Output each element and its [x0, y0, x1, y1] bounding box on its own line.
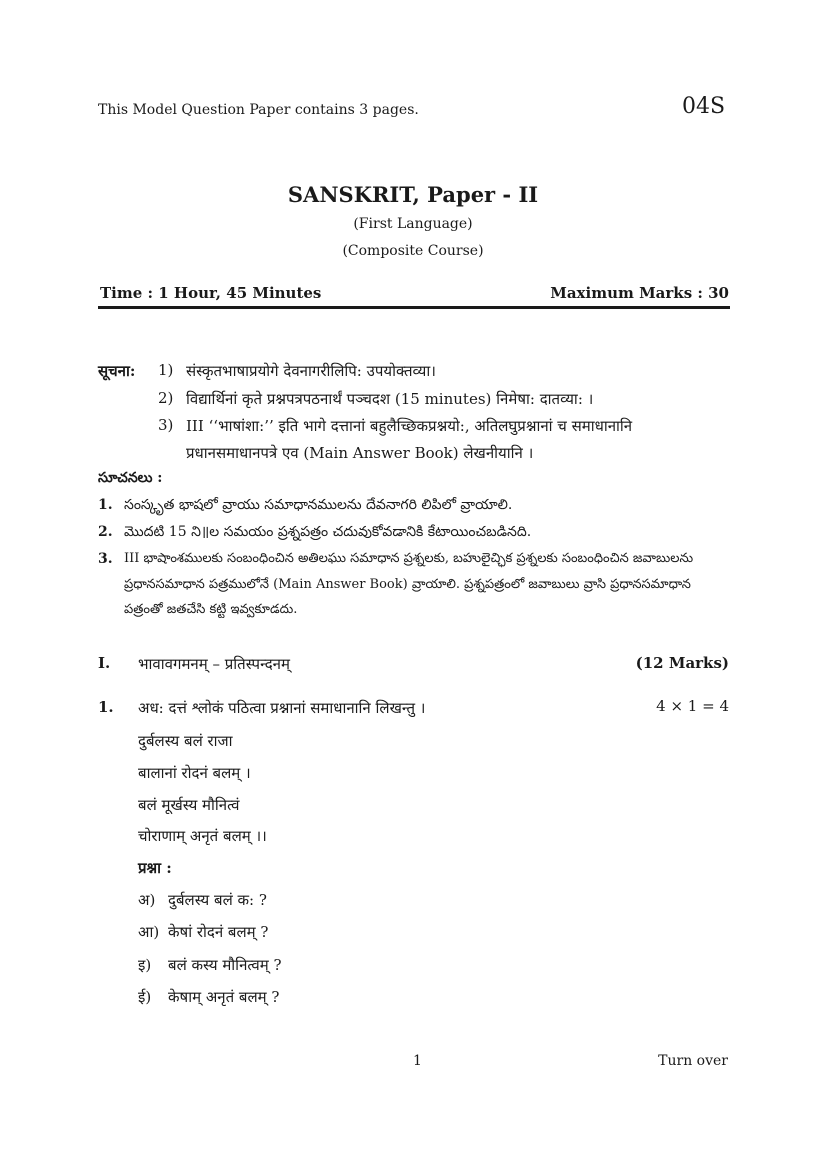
verse-line: बलं मूर्खस्य मौनित्वं: [138, 796, 240, 814]
instruction-text-continued: ప్రధానసమాధాన పత్రములోనే (Main Answer Book) వ్రాయాలి. ప్రశ్నపత్రంలో జవాబులు వ్రాసి ప్రధానసమాధాన: [124, 577, 691, 592]
instructions-telugu-label: సూచనలు :: [98, 470, 163, 486]
time-label: Time : 1 Hour, 45 Minutes: [100, 284, 322, 302]
subtitle-composite-course: (Composite Course): [342, 243, 484, 259]
sub-question-text: दुर्बलस्य बलं क: ?: [168, 891, 267, 909]
paper-code: 04S: [682, 94, 726, 119]
question-marks: 4 × 1 = 4: [656, 697, 729, 715]
sub-question-text: बलं कस्य मौनित्वम् ?: [168, 956, 282, 974]
verse-line: दुर्बलस्य बलं राजा: [138, 732, 233, 750]
sub-question-marker: आ): [138, 923, 160, 941]
turn-over-note: Turn over: [658, 1053, 728, 1069]
instruction-number: 2): [158, 389, 174, 407]
page-number: 1: [413, 1053, 422, 1069]
instruction-number: 3): [158, 416, 174, 434]
question-number: 1.: [98, 698, 114, 716]
questions-label: प्रश्ना :: [138, 859, 172, 877]
header-divider: [98, 306, 730, 309]
sub-question-text: केषाम् अनृतं बलम् ?: [168, 988, 280, 1006]
page-title: SANSKRIT, Paper - II: [287, 182, 539, 207]
sub-question-text: केषां रोदनं बलम् ?: [168, 923, 269, 941]
section-number: I.: [98, 654, 111, 672]
max-marks-label: Maximum Marks : 30: [550, 284, 729, 302]
section-marks: (12 Marks): [635, 654, 729, 672]
instruction-number: 1.: [98, 497, 113, 513]
instruction-number: 2.: [98, 524, 113, 540]
instruction-text: संस्कृतभाषाप्रयोगे देवनागरीलिपि: उपयोक्तव्या।: [186, 362, 436, 380]
verse-line: बालानां रोदनं बलम् ।: [138, 764, 251, 782]
instruction-text-continued: प्रधानसमाधानपत्रे एव (Main Answer Book) लेखनीयानि ।: [186, 444, 534, 462]
instruction-text-continued: పత్రంతో జతచేసి కట్టి ఇవ్వకూడదు.: [124, 602, 298, 617]
instructions-sanskrit-label: सूचना:: [98, 362, 136, 380]
instruction-text: మొదటి 15 ని॥ల సమయం ప్రశ్నపత్రం చదువుకోవడానికి కేటాయించబడినది.: [124, 524, 532, 540]
pages-note: This Model Question Paper contains 3 pages.: [98, 102, 419, 118]
instruction-text: विद्यार्थिनां कृते प्रश्नपत्रपठनार्थं पञ्चदश (15 minutes) निमेषा: दातव्या: ।: [186, 390, 594, 408]
instruction-number: 3.: [98, 551, 113, 567]
question-prompt: अध: दत्तं श्लोकं पठित्वा प्रश्नानां समाधानानि लिखन्तु ।: [138, 699, 426, 717]
sub-question-marker: अ): [138, 891, 156, 909]
verse-line: चोराणाम् अनृतं बलम् ।।: [138, 827, 267, 845]
sub-question-marker: इ): [138, 956, 152, 974]
instruction-number: 1): [158, 361, 174, 379]
subtitle-first-language: (First Language): [353, 216, 473, 232]
instruction-text: సంస్కృత భాషలో వ్రాయు సమాధానములను దేవనాగరి లిపిలో వ్రాయాలి.: [124, 497, 513, 513]
sub-question-marker: ई): [138, 988, 152, 1006]
instruction-text: III ‘‘भाषांशा:’’ इति भागे दत्तानां बहुलैच्छिकप्रश्नयो:, अतिलघुप्रश्नानां च समाधानानि: [186, 417, 633, 435]
instruction-text: III భాషాంశములకు సంబంధించిన అతిలఘు సమాధాన ప్రశ్నలకు, బహులైచ్ఛిక ప్రశ్నలకు సంబంధించిన జవాబులను: [124, 551, 694, 566]
section-title: भावावगमनम् – प्रतिस्पन्दनम्: [138, 655, 290, 673]
